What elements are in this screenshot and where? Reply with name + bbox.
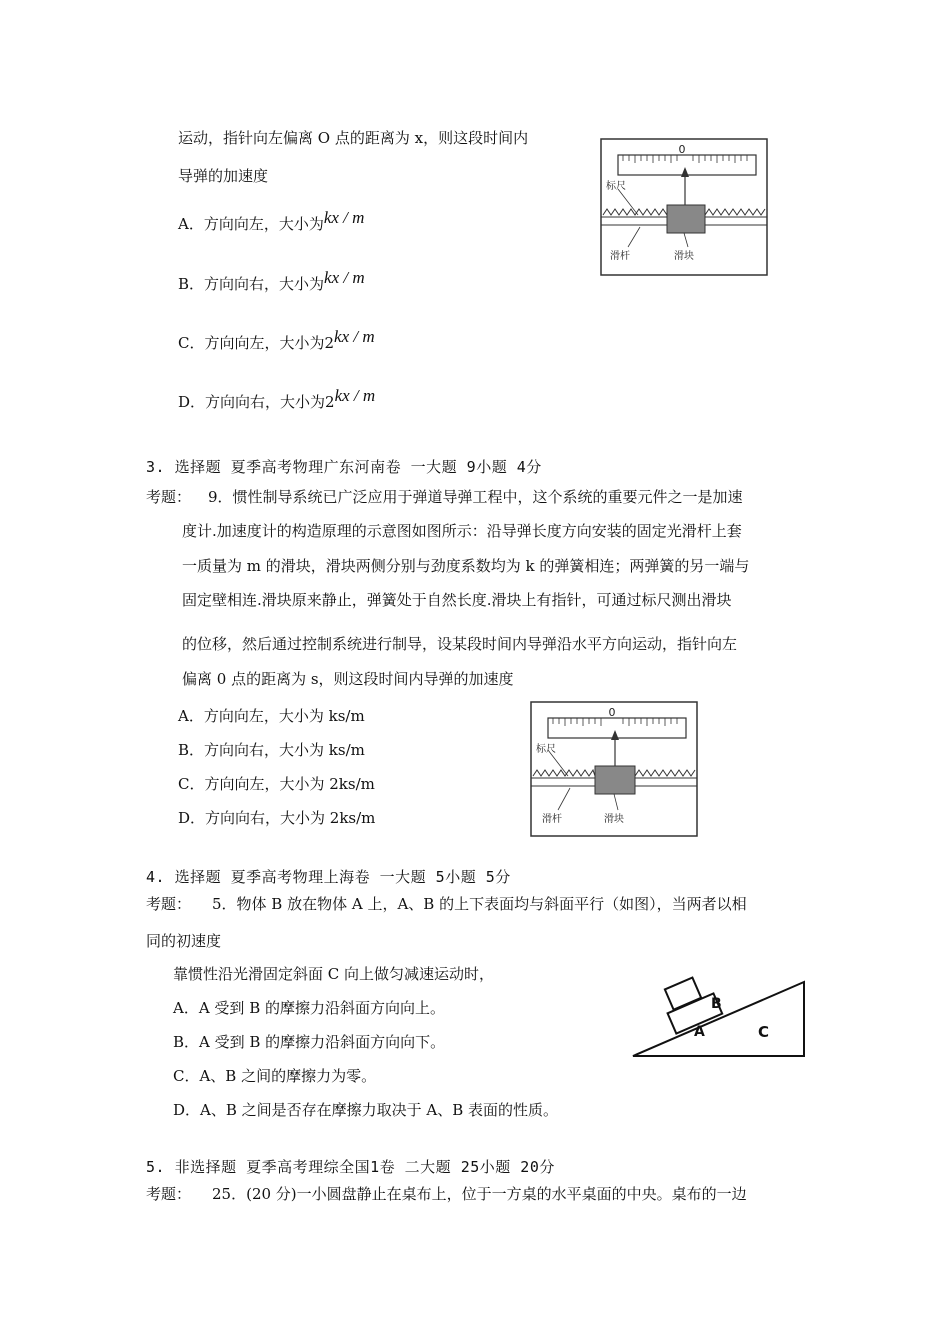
top-line-2: 导弹的加速度 [178, 167, 269, 185]
q3-line-1: 9．惯性制导系统已广泛应用于弹道导弹工程中，这个系统的重要元件之一是加速 [208, 488, 743, 506]
accelerometer-diagram-2 [528, 700, 700, 840]
q4-option-d: D．A、B 之间是否存在摩擦力取决于 A、B 表面的性质。 [173, 1101, 559, 1119]
q3-line-5: 的位移，然后通过控制系统进行制导，设某段时间内导弹沿水平方向运动，指针向左 [182, 635, 738, 653]
rod-label: 滑杆 [610, 251, 630, 262]
block-label: 滑块 [674, 251, 694, 262]
q3-option-d: D．方向向右，大小为 2ks/m [178, 809, 376, 827]
rod-label: 滑杆 [542, 814, 562, 825]
q4-header: 4. 选择题 夏季高考物理上海卷 一大题 5小题 5分 [146, 868, 511, 886]
top-option-a: A．方向向左，大小为kx / m [178, 208, 365, 233]
q3-line-2: 度计.加速度计的构造原理的示意图如图所示：沿导弹长度方向安装的固定光滑杆上套 [182, 522, 742, 540]
accelerometer-diagram-1 [598, 137, 770, 279]
q3-header: 3. 选择题 夏季高考物理广东河南卷 一大题 9小题 4分 [146, 458, 542, 476]
q3-prompt-label: 考题： [146, 488, 192, 506]
q5-header: 5. 非选择题 夏季高考理综全国1卷 二大题 25小题 20分 [146, 1158, 555, 1176]
top-option-b: B．方向向右，大小为kx / m [178, 268, 365, 293]
q4-line-1: 5．物体 B 放在物体 A 上，A、B 的上下表面均与斜面平行（如图），当两者以相 [212, 895, 747, 913]
q3-option-c: C．方向向左，大小为 2ks/m [178, 775, 375, 793]
q4-option-c: C．A、B 之间的摩擦力为零。 [173, 1067, 377, 1085]
ruler-zero-label: 0 [608, 706, 616, 719]
block-b-label: B [711, 996, 722, 1012]
q5-line-1: 25．(20 分)一小圆盘静止在桌布上，位于一方桌的水平桌面的中央。桌布的一边 [212, 1185, 747, 1203]
q3-option-a: A．方向向左，大小为 ks/m [178, 707, 365, 725]
ruler-label: 标尺 [536, 744, 556, 755]
q4-line-2: 同的初速度 [146, 932, 222, 950]
top-option-c: C．方向向左，大小为2kx / m [178, 327, 375, 352]
q3-line-3: 一质量为 m 的滑块，滑块两侧分别与劲度系数均为 k 的弹簧相连；两弹簧的另一端与 [182, 557, 750, 575]
q5-prompt-label: 考题： [146, 1185, 192, 1203]
ruler-zero-label: 0 [678, 143, 686, 156]
top-option-d: D．方向向右，大小为2kx / m [178, 386, 376, 411]
q4-line-3: 靠惯性沿光滑固定斜面 C 向上做匀减速运动时， [173, 965, 495, 983]
q4-option-a: A．A 受到 B 的摩擦力沿斜面方向向上。 [173, 999, 445, 1017]
incline-diagram [630, 970, 810, 1060]
q3-line-4: 固定壁相连.滑块原来静止，弹簧处于自然长度.滑块上有指针，可通过标尺测出滑块 [182, 591, 732, 609]
q4-option-b: B．A 受到 B 的摩擦力沿斜面方向向下。 [173, 1033, 446, 1051]
ruler-label: 标尺 [606, 181, 626, 192]
incline-c-label: C [758, 1023, 770, 1041]
q4-prompt-label: 考题： [146, 895, 192, 913]
block-a-label: A [694, 1024, 705, 1040]
top-line-1: 运动，指针向左偏离 O 点的距离为 x，则这段时间内 [178, 129, 529, 147]
block-label: 滑块 [604, 814, 624, 825]
q3-option-b: B．方向向右，大小为 ks/m [178, 741, 365, 759]
q3-line-6: 偏离 0 点的距离为 s，则这段时间内导弹的加速度 [182, 670, 514, 688]
